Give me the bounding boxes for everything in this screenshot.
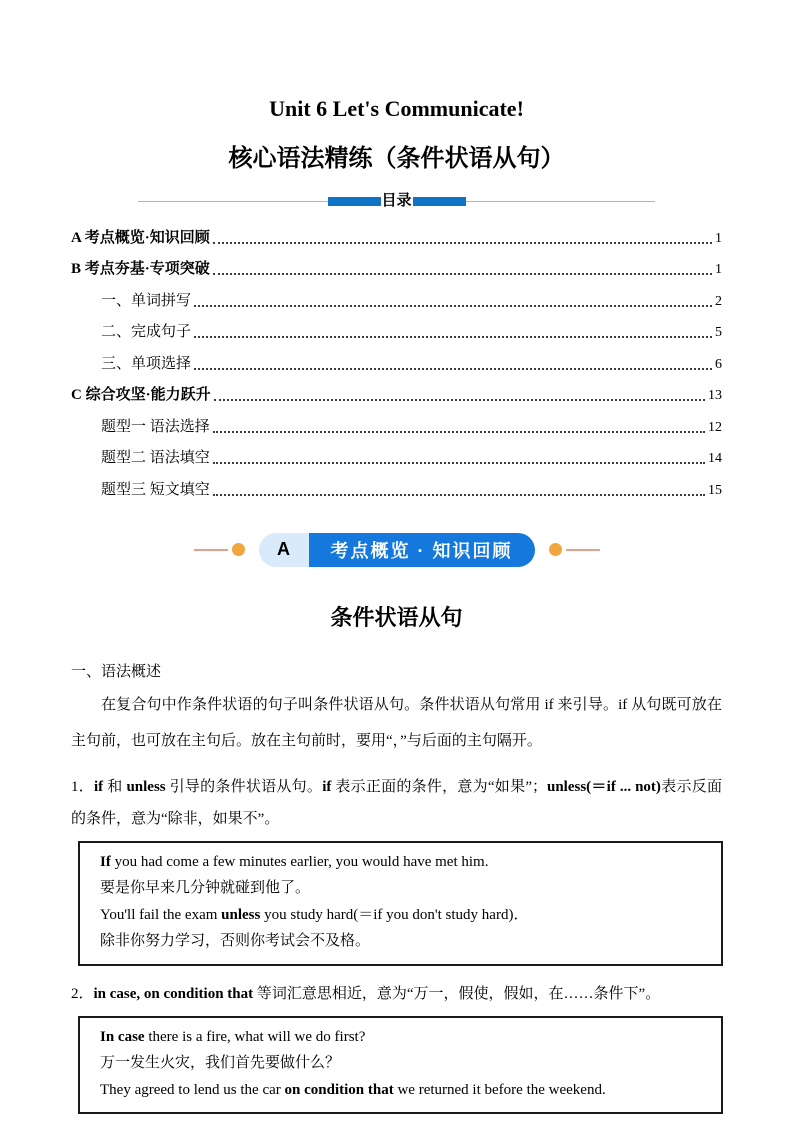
grammar-point-1: 1．if 和 unless 引导的条件状语从句。if 表示正面的条件，意为“如果”；unless(＝if ... not)表示反面的条件，意为“除非，如果不”。 bbox=[71, 778, 722, 827]
toc-page-number: 2 bbox=[715, 293, 722, 309]
toc-item[interactable] bbox=[71, 253, 722, 285]
toc-leader-dots bbox=[213, 431, 705, 433]
toc-item-label: B 考点夯基·专项突破 bbox=[71, 261, 210, 277]
toc-leader-dots bbox=[194, 368, 712, 370]
overview-paragraph: 在复合句中作条件状语的句子叫条件状语从句。条件状语从句常用 if 来引导。if 从句既可放在主句前，也可放在主句后。放在主句前时，要用“，”与后面的主句隔开。 bbox=[71, 696, 722, 749]
toc-item[interactable] bbox=[71, 284, 722, 316]
toc-item[interactable] bbox=[71, 410, 722, 442]
example-sentence: You'll fail the exam unless you study hard(＝if you don't study hard)． bbox=[100, 906, 529, 923]
grammar-section-title: 条件状语从句 bbox=[330, 604, 463, 630]
toc-page-number: 5 bbox=[715, 325, 722, 340]
example-sentence: They agreed to lend us the car on condition that we returned it before the weekend. bbox=[100, 1081, 606, 1098]
section-a-banner bbox=[0, 533, 793, 567]
toc-item[interactable] bbox=[71, 473, 722, 505]
toc-item[interactable] bbox=[71, 379, 722, 411]
toc-page-number: 13 bbox=[708, 388, 722, 403]
toc-page-number: 6 bbox=[715, 356, 722, 372]
toc-item-label: C 综合攻坚·能力跃升 bbox=[71, 387, 211, 403]
section-letter: A bbox=[259, 533, 309, 567]
overview-heading: 一、语法概述 bbox=[71, 663, 162, 680]
grammar-point-2: 2．in case, on condition that 等词汇意思相近，意为“万一，假使，假如，在……条件下”。 bbox=[71, 985, 661, 1002]
banner-line-left bbox=[194, 549, 228, 551]
toc-item-label: 三、单项选择 bbox=[101, 355, 192, 372]
banner-dot-left-icon bbox=[232, 543, 245, 556]
toc-divider bbox=[138, 193, 655, 209]
toc-page-number: 1 bbox=[715, 262, 722, 277]
divider-bar-right bbox=[413, 197, 466, 206]
toc-item-label: 二、完成句子 bbox=[101, 324, 192, 340]
toc-page-number: 12 bbox=[708, 419, 722, 435]
toc-item[interactable] bbox=[71, 347, 722, 379]
example-sentence: 要是你早来几分钟就碰到他了。 bbox=[100, 880, 311, 896]
toc-page-number: 15 bbox=[708, 482, 722, 498]
toc-item[interactable] bbox=[71, 316, 722, 348]
example-box-1 bbox=[78, 841, 723, 966]
banner-line-right bbox=[566, 549, 600, 551]
toc-page-number: 1 bbox=[715, 230, 722, 246]
toc-item-label: 题型二 语法填空 bbox=[101, 450, 210, 466]
toc-item-label: 一、单词拼写 bbox=[101, 292, 192, 309]
section-badge-title: 考点概览 · 知识回顾 bbox=[309, 533, 535, 567]
toc-item-label: 题型一 语法选择 bbox=[101, 418, 210, 435]
toc-item[interactable] bbox=[71, 221, 722, 253]
toc-item[interactable] bbox=[71, 442, 722, 474]
toc-leader-dots bbox=[213, 494, 705, 496]
document-title: Unit 6 Let's Communicate! bbox=[269, 96, 524, 121]
divider-line-left bbox=[138, 201, 328, 202]
toc-leader-dots bbox=[194, 305, 712, 307]
toc-leader-dots bbox=[214, 399, 705, 401]
toc-leader-dots bbox=[194, 336, 712, 338]
toc-item-label: 题型三 短文填空 bbox=[101, 481, 210, 498]
toc-item-label: A 考点概览·知识回顾 bbox=[71, 229, 210, 246]
example-box-2 bbox=[78, 1016, 723, 1115]
section-a-badge bbox=[259, 533, 535, 567]
toc-heading: 目录 bbox=[381, 192, 412, 209]
example-sentence: In case there is a fire, what will we do first? bbox=[100, 1028, 366, 1045]
document-subtitle: 核心语法精练（条件状语从句） bbox=[228, 145, 565, 172]
divider-bar-left bbox=[328, 197, 381, 206]
table-of-contents bbox=[71, 221, 722, 505]
toc-leader-dots bbox=[213, 462, 705, 464]
example-sentence: If you had come a few minutes earlier, you would have met him. bbox=[100, 853, 489, 870]
toc-leader-dots bbox=[213, 242, 712, 244]
toc-leader-dots bbox=[213, 273, 712, 275]
example-sentence: 万一发生火灾，我们首先要做什么？ bbox=[100, 1055, 341, 1071]
example-sentence: 除非你努力学习，否则你考试会不及格。 bbox=[100, 933, 371, 949]
banner-dot-right-icon bbox=[549, 543, 562, 556]
divider-line-right bbox=[466, 201, 656, 202]
toc-page-number: 14 bbox=[708, 451, 722, 466]
